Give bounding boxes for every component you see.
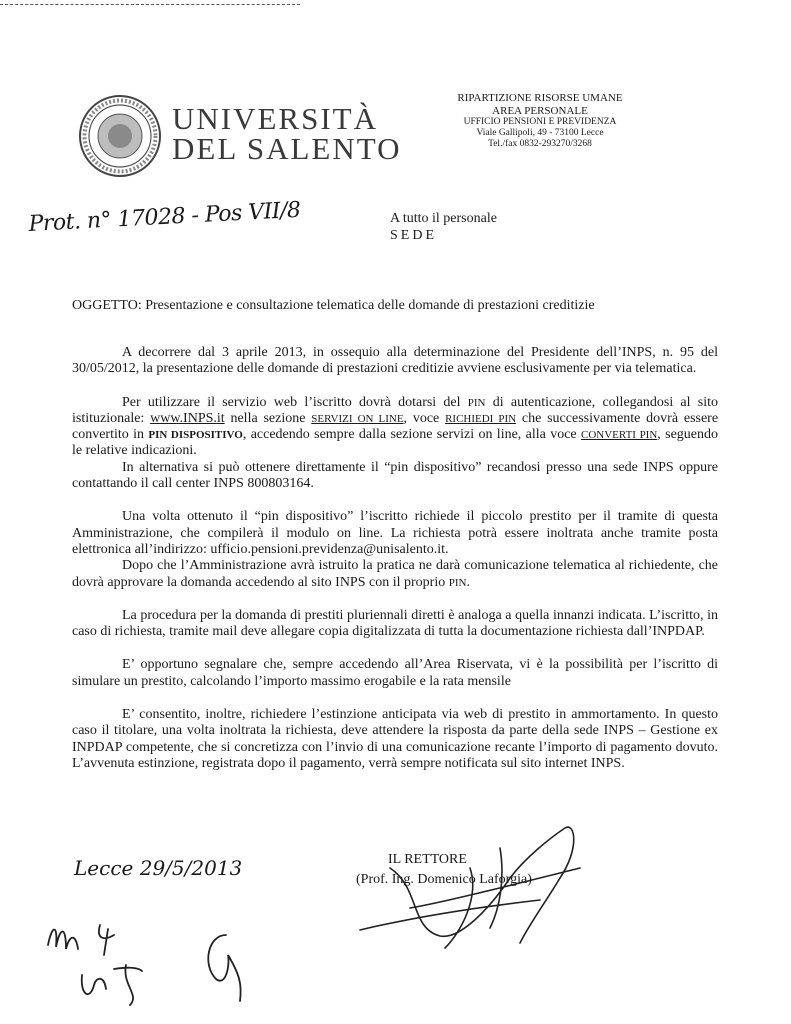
signature-name: (Prof. Ing. Domenico Laforgia) — [356, 872, 532, 887]
office-area: AREA PERSONALE — [492, 104, 588, 117]
handwritten-initials-icon — [30, 905, 270, 1010]
office-address: Viale Gallipoli, 49 - 73100 Lecce — [476, 128, 604, 138]
university-seal-icon — [78, 94, 162, 178]
university-line2: DEL SALENTO — [172, 131, 402, 166]
p5-pin-term: PIN — [448, 576, 467, 589]
p2-text-d: , voce — [403, 410, 440, 426]
servizi-on-line-term: SERVIZI ON LINE — [311, 412, 404, 425]
recipient-block — [390, 210, 497, 244]
university-logo-text — [172, 101, 402, 166]
paragraph-6: La procedura per la domanda di prestiti pluriennali diretti è analoga a quella innanzi indicata. L’iscritto, in caso di richiesta, tramite mail deve allegare copia digitalizzata di tutta la documentazione richiesta dall’INPDAP. — [72, 607, 718, 640]
office-division: RIPARTIZIONE RISORSE UMANE — [457, 92, 623, 104]
office-header — [420, 92, 660, 150]
paragraph-2 — [72, 395, 718, 460]
protocol-number-handwritten: Prot. n° 17028 - Pos VII/8 — [28, 197, 302, 237]
paragraph-1: A decorrere dal 3 aprile 2013, in ossequio alla determinazione del Presidente dell’INPS, n. 95 del 30/05/2012, la presentazione delle domande di prestazioni creditizie avviene esclusivamente per via telematica. — [72, 345, 718, 377]
paragraph-4: Una volta ottenuto il “pin dispositivo” l’iscritto richiede il piccolo prestito per il tramite di questa Amministrazione, che compilerà il modulo on line. La richiesta potrà essere inoltrata anche tramite posta elettronica all’indirizzo: ufficio.pensioni.previdenza@unisalento.it. — [72, 509, 718, 557]
p2-text-b: di autenticazione, collegandosi al sito istituzionale: — [72, 394, 718, 426]
office-unit: UFFICIO PENSIONI E PREVIDENZA — [463, 117, 617, 127]
p5-text: Dopo che l’Amministrazione avrà istruito la pratica ne darà comunicazione telematica al richiedente, che dovrà approvare la domanda accedendo al sito INPS con il proprio — [72, 558, 718, 590]
paragraph-3: In alternativa si può ottenere direttamente il “pin dispositivo” recandosi presso una sede INPS oppure contattando il call center INPS 800803164. — [72, 459, 718, 492]
subject-line: OGGETTO: Presentazione e consultazione telematica delle domande di prestazioni creditizie — [72, 298, 595, 313]
pin-dispositivo-term: PIN DISPOSITIVO — [148, 429, 243, 442]
p2-text-a: Per utilizzare il servizio web l’iscritto dovrà dotarsi del — [122, 394, 461, 410]
p2-text-c: nella sezione — [230, 410, 306, 426]
recipient-line2: SEDE — [390, 228, 437, 243]
richiedi-pin-term: RICHIEDI PIN — [445, 412, 517, 425]
p2-text-g: , seguendo le relative indicazioni. — [72, 427, 719, 459]
inps-site-link[interactable]: www.INPS.it — [150, 410, 225, 426]
paragraph-8: E’ consentito, inoltre, richiedere l’estinzione anticipata via web di prestito in ammortamento. In questo caso il titolare, una volta inoltrata la richiesta, deve attendere la risposta da parte della sede INPS – Gestione ex INPDAP competente, che si concretizza con l’invio di una comunicazione recante l’importo di pagamento dovuto. L’avvenuta estinzione, registrata dopo il pagamento, verrà sempre notificata sul sito internet INPS. — [72, 707, 718, 771]
p2-text-e: che successivamente dovrà essere convertito in — [72, 410, 719, 443]
converti-pin-term: CONVERTI PIN — [581, 429, 658, 442]
top-scan-line — [0, 4, 300, 5]
p2-text-f: , accedendo sempre dalla sezione servizi on line, alla voce — [242, 427, 577, 443]
paragraph-5: Dopo che l’Amministrazione avrà istruito la pratica ne darà comunicazione telematica al richiedente, che dovrà approvare la domanda accedendo al sito INPS con il proprio PIN. — [72, 558, 718, 590]
university-line1: UNIVERSITÀ — [172, 101, 378, 136]
pin-term: PIN — [467, 396, 486, 409]
date-handwritten: Lecce 29/5/2013 — [74, 856, 243, 880]
office-phone: Tel./fax 0832-293270/3268 — [488, 139, 592, 149]
signature-title: IL RETTORE — [388, 852, 467, 867]
recipient-line1: A tutto il personale — [390, 211, 497, 226]
letter-body — [72, 345, 718, 772]
paragraph-7: E’ opportuno segnalare che, sempre accedendo all’Area Riservata, vi è la possibilità per l’iscritto di simulare un prestito, calcolando l’importo massimo erogabile e la rata mensile — [72, 657, 718, 689]
